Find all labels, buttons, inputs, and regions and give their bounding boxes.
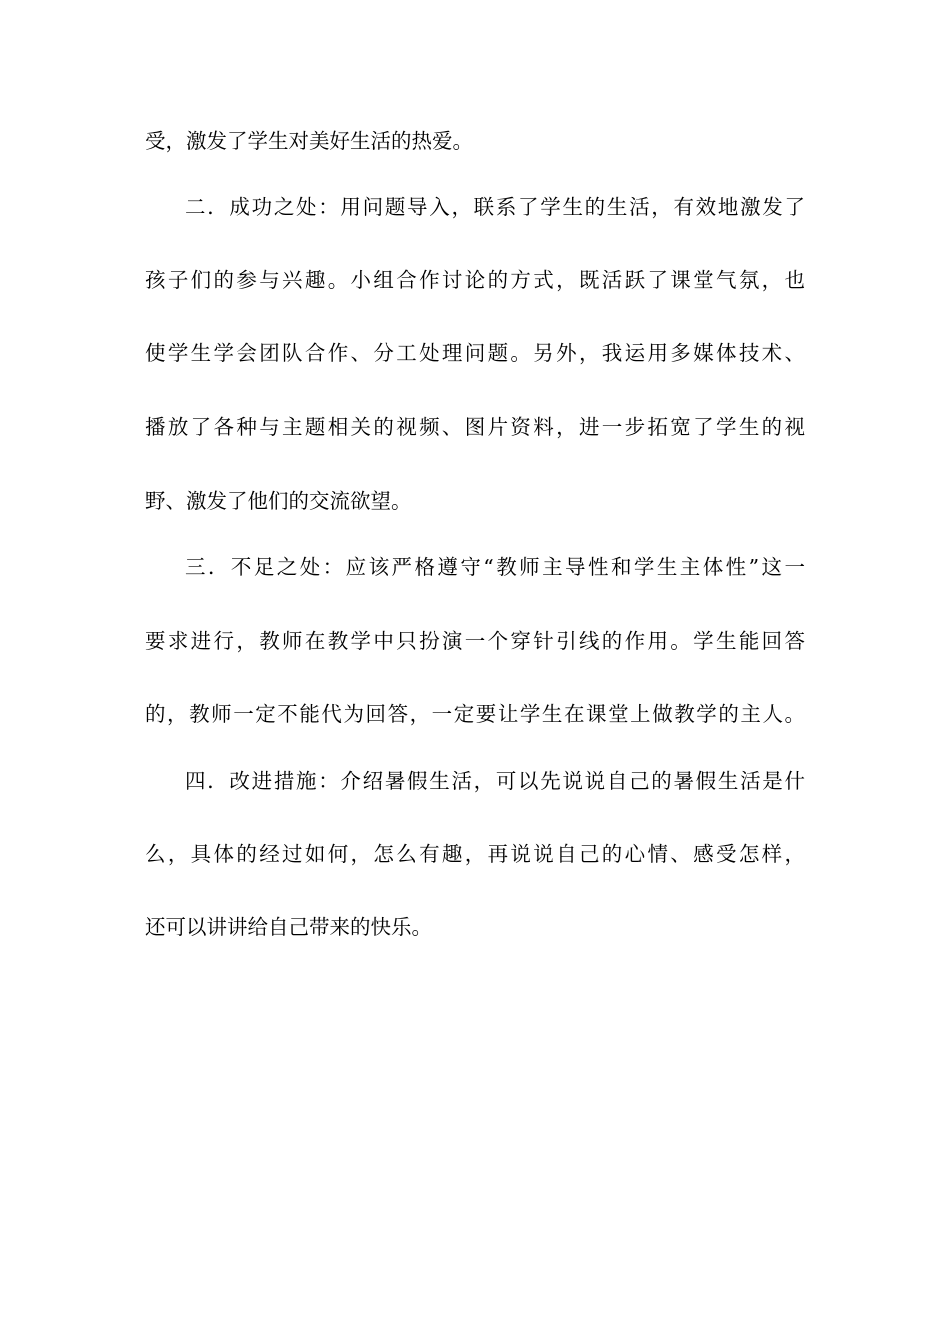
text-line: 野、激发了他们的交流欲望。 <box>145 489 412 513</box>
text-line: 么，具体的经过如何，怎么有趣，再说说自己的心情、感受怎样， <box>145 842 805 866</box>
text-line: 的，教师一定不能代为回答，一定要让学生在课堂上做教学的主人。 <box>145 702 805 726</box>
text-line: 四．改进措施：介绍暑假生活，可以先说说自己的暑假生活是什 <box>185 769 805 793</box>
text-line: 孩子们的参与兴趣。小组合作讨论的方式，既活跃了课堂气氛，也 <box>145 268 805 292</box>
text-line: 二．成功之处：用问题导入，联系了学生的生活，有效地激发了 <box>185 195 805 219</box>
text-line: 要求进行，教师在教学中只扮演一个穿针引线的作用。学生能回答 <box>145 629 805 653</box>
text-line: 受，激发了学生对美好生活的热爱。 <box>145 129 473 153</box>
text-line: 还可以讲讲给自己带来的快乐。 <box>145 915 432 939</box>
text-line: 播放了各种与主题相关的视频、图片资料，进一步拓宽了学生的视 <box>145 415 805 439</box>
text-line: 使学生学会团队合作、分工处理问题。另外，我运用多媒体技术、 <box>145 341 805 365</box>
text-line: 三．不足之处：应该严格遵守“教师主导性和学生主体性”这一 <box>185 555 805 579</box>
